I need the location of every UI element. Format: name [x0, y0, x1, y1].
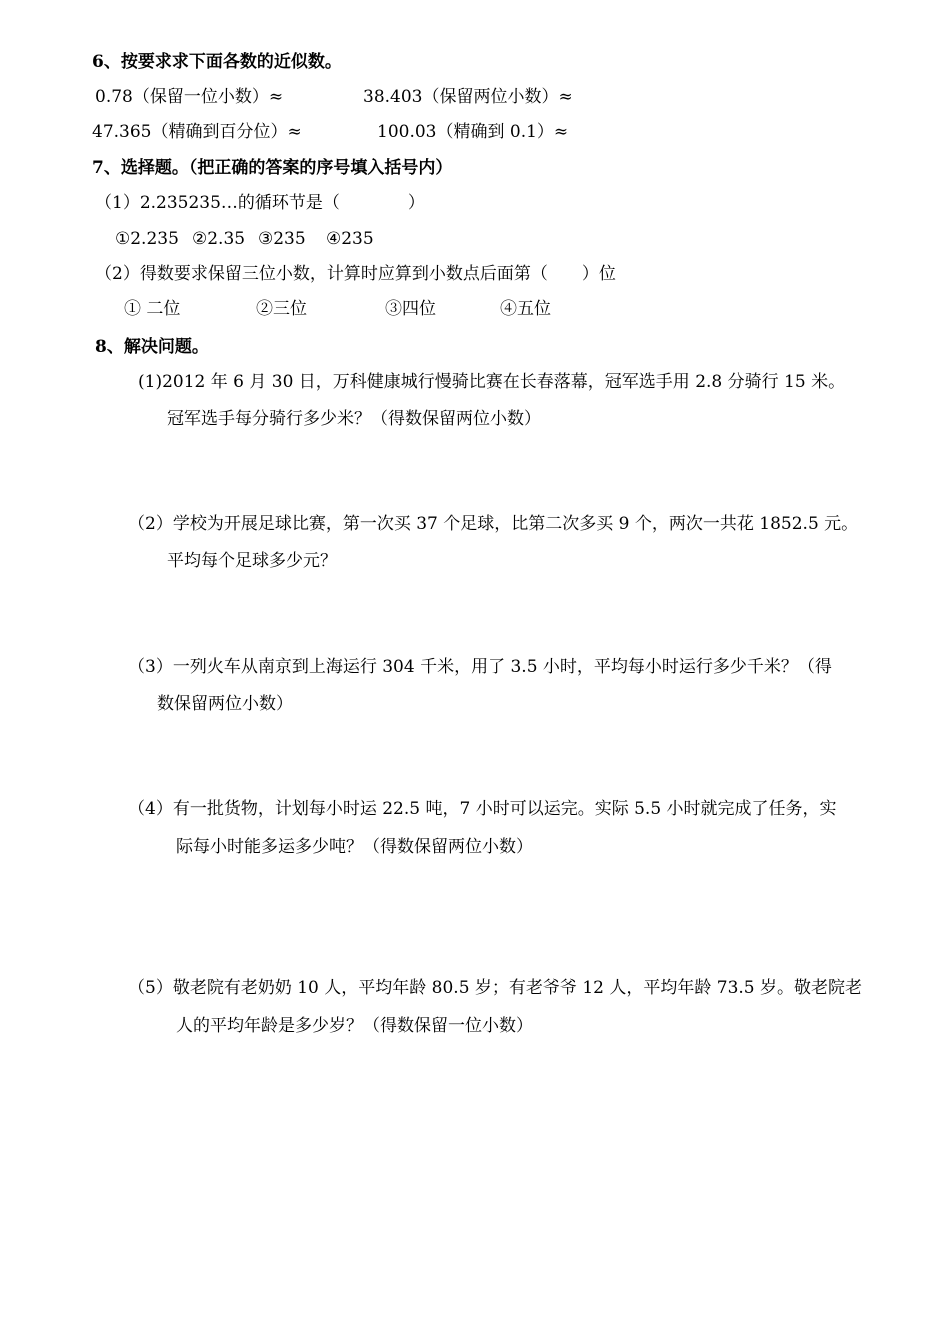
problem-4-line-2: 际每小时能多运多少吨？（得数保留两位小数） — [176, 837, 533, 857]
choice-q2-option-3: ③四位 — [385, 299, 436, 319]
approx-item-1: 0.78（保留一位小数）≈ — [95, 87, 284, 107]
problem-5-line-1: （5）敬老院有老奶奶 10 人，平均年龄 80.5 岁；有老爷爷 12 人，平均年龄 73.5 岁。敬老院老 — [128, 978, 863, 998]
section-6-heading: 6、按要求求下面各数的近似数。 — [92, 52, 342, 72]
problem-3-line-1: （3）一列火车从南京到上海运行 304 千米，用了 3.5 小时，平均每小时运行多少千米？（得 — [128, 657, 832, 677]
approx-item-4: 100.03（精确到 0.1）≈ — [377, 122, 569, 142]
choice-q1-option-3: ③235 — [258, 229, 306, 249]
problem-1-line-2: 冠军选手每分骑行多少米？（得数保留两位小数） — [167, 409, 541, 429]
problem-4-line-1: （4）有一批货物，计划每小时运 22.5 吨，7 小时可以运完。实际 5.5 小时就完成了任务，实 — [128, 799, 837, 819]
choice-q1-option-2: ②2.35 — [192, 229, 246, 249]
choice-q1-option-1: ①2.235 — [115, 229, 179, 249]
approx-item-3: 47.365（精确到百分位）≈ — [92, 122, 302, 142]
problem-1-line-1: (1)2012 年 6 月 30 日，万科健康城行慢骑比赛在长春落幕，冠军选手用 2.8 分骑行 15 米。 — [138, 372, 846, 392]
problem-2-line-2: 平均每个足球多少元？ — [167, 551, 337, 571]
choice-q2-option-1: ① 二位 — [124, 299, 181, 319]
choice-q2-option-4: ④五位 — [500, 299, 551, 319]
section-8-heading: 8、解决问题。 — [95, 337, 209, 357]
choice-q2-option-2: ②三位 — [256, 299, 307, 319]
choice-q2-stem: （2）得数要求保留三位小数，计算时应算到小数点后面第（ ）位 — [95, 264, 616, 284]
section-7-heading: 7、选择题。（把正确的答案的序号填入括号内） — [92, 158, 453, 178]
problem-2-line-1: （2）学校为开展足球比赛，第一次买 37 个足球，比第二次多买 9 个，两次一共花 1852.5 元。 — [128, 514, 859, 534]
choice-q1-option-4: ④235 — [326, 229, 374, 249]
approx-item-2: 38.403（保留两位小数）≈ — [363, 87, 573, 107]
problem-3-line-2: 数保留两位小数） — [157, 694, 293, 714]
problem-5-line-2: 人的平均年龄是多少岁？（得数保留一位小数） — [176, 1016, 533, 1036]
choice-q1-stem: （1）2.235235…的循环节是（ ） — [95, 193, 425, 213]
